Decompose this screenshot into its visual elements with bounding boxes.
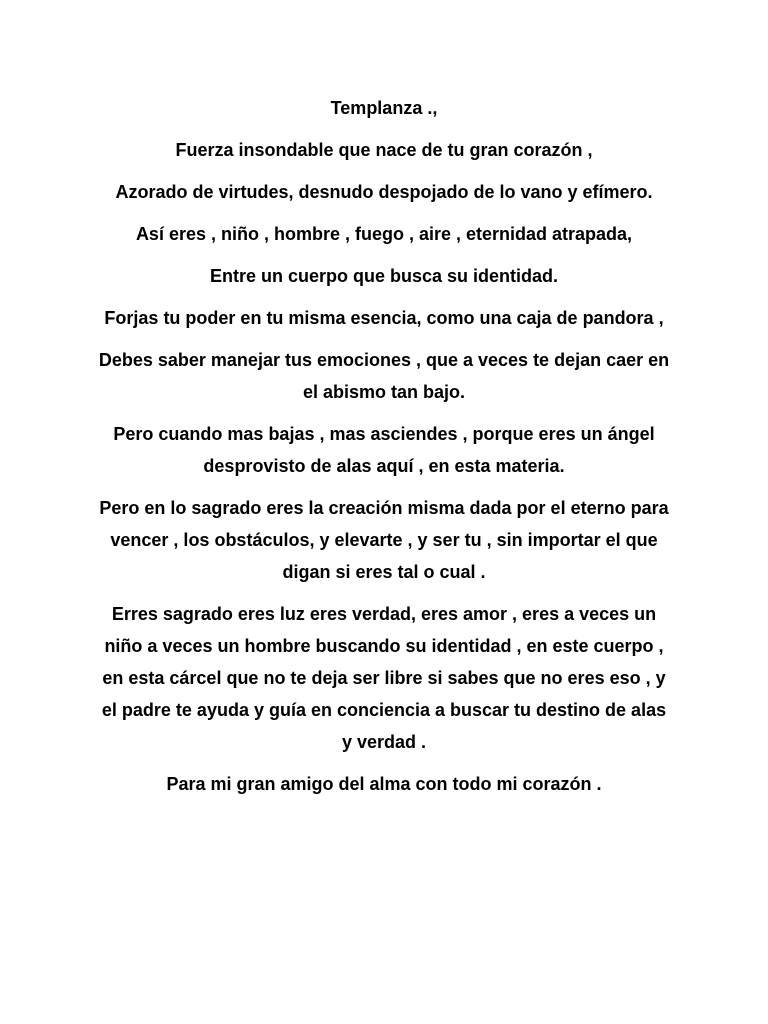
poem-line: Fuerza insondable que nace de tu gran corazón , — [175, 140, 593, 160]
poem-title: Templanza ., — [330, 98, 438, 118]
poem-line: Pero en lo sagrado eres la creación misma dada por el eterno para vencer , los obstáculos, y elevarte , y ser tu , sin importar el que digan si eres tal o cual . — [99, 498, 669, 582]
poem-line: Azorado de virtudes, desnudo despojado de lo vano y efímero. — [115, 182, 653, 202]
poem-line: Debes saber manejar tus emociones , que a veces te dejan caer en el abismo tan bajo. — [98, 350, 670, 402]
poem-body — [96, 92, 672, 810]
poem-dedication: Para mi gran amigo del alma con todo mi corazón . — [166, 774, 602, 794]
poem-line: Forjas tu poder en tu misma esencia, como una caja de pandora , — [104, 308, 664, 328]
poem-line: Erres sagrado eres luz eres verdad, eres amor , eres a veces un niño a veces un hombre buscando su identidad , en este cuerpo , en esta cárcel que no te deja ser libre si sabes que no eres eso , y el padre te ayuda y guía en conciencia a buscar tu destino de alas y verdad . — [101, 604, 667, 752]
poem-line: Así eres , niño , hombre , fuego , aire , eternidad atrapada, — [135, 224, 633, 244]
poem-line: Pero cuando mas bajas , mas asciendes , porque eres un ángel desprovisto de alas aquí , en esta materia. — [113, 424, 655, 476]
poem-line: Entre un cuerpo que busca su identidad. — [209, 266, 559, 286]
